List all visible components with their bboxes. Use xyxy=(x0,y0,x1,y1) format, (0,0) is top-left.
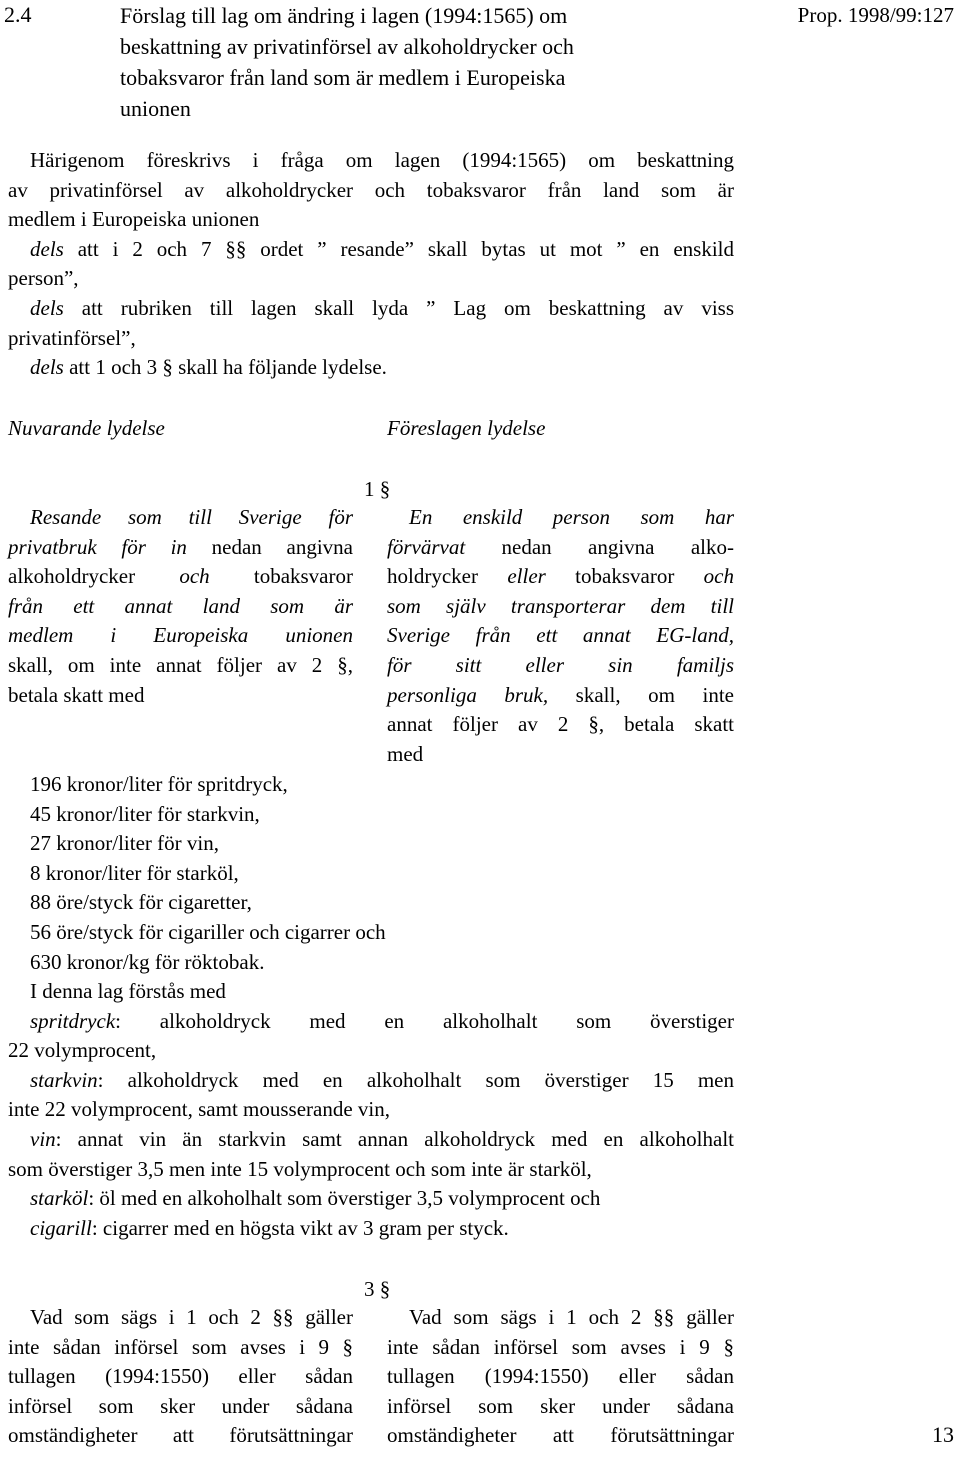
definition-term: vin xyxy=(30,1126,56,1151)
dels-word: dels xyxy=(30,236,64,261)
definition-cigarill xyxy=(8,1214,734,1244)
current-line: Vad som sägs i 1 och 2 §§ gäller xyxy=(30,1305,353,1329)
definition-term: starköl xyxy=(30,1186,89,1211)
intro-text xyxy=(8,146,734,383)
definitions-intro: I denna lag förstås med xyxy=(30,979,226,1003)
tax-rate-item: 45 kronor/liter för starkvin, xyxy=(30,801,260,826)
definitions xyxy=(8,977,734,1243)
current-line: från ett annat land som är xyxy=(8,593,353,618)
proposed-line: införsel som sker under sådana xyxy=(387,1393,734,1418)
section-3-current xyxy=(8,1303,353,1451)
tax-rate-item: 8 kronor/liter för starköl, xyxy=(30,860,239,885)
dels-clause-2 xyxy=(8,294,734,324)
proposed-em: personliga bruk, xyxy=(387,682,549,707)
tax-rate-item: 56 öre/styck för cigariller och cigarrer och xyxy=(30,919,386,944)
section-3-label: 3 § xyxy=(364,1277,391,1301)
proposed-text: skall, om inte xyxy=(548,682,734,707)
definition-term: spritdryck xyxy=(30,1008,116,1033)
definition-text: : cigarrer med en högsta vikt av 3 gram per styck. xyxy=(91,1215,509,1240)
current-line: inte sådan införsel som avses i 9 § xyxy=(8,1334,353,1359)
definition-cont: inte 22 volymprocent, samt mousserande vin, xyxy=(8,1097,391,1122)
current-em: och xyxy=(179,564,210,589)
intro-line: medlem i Europeiska unionen xyxy=(8,207,260,232)
section-1-current xyxy=(8,503,353,710)
proposed-text: nedan angivna alko- xyxy=(465,534,734,559)
definition-text: : öl med en alkoholhalt som överstiger 3,5 volymprocent och xyxy=(88,1186,601,1211)
dels-clause-3 xyxy=(8,353,734,383)
current-line: betala skatt med xyxy=(8,682,145,707)
prop-label: Prop. 1998/99:127 xyxy=(797,3,954,27)
section-3-proposed xyxy=(387,1303,734,1451)
definition-cont: som överstiger 3,5 men inte 15 volymprocent och som inte är starköl, xyxy=(8,1156,592,1181)
proposed-line: tullagen (1994:1550) eller sådan xyxy=(387,1364,734,1389)
proposed-text: tobaksvaror xyxy=(545,564,704,589)
definition-text: : alkoholdryck med en alkoholhalt som överstiger xyxy=(115,1008,734,1033)
definition-starkvin xyxy=(8,1066,734,1096)
current-line xyxy=(8,562,353,592)
section-title-line: tobaksvaror från land som är medlem i Europeiska xyxy=(120,65,566,90)
current-line: medlem i Europeiska unionen xyxy=(8,623,353,648)
current-line: tullagen (1994:1550) eller sådan xyxy=(8,1364,353,1389)
proposed-line: Sverige från ett annat EG-land, xyxy=(387,623,734,648)
proposed-text: holdrycker xyxy=(387,564,508,589)
current-text: alkoholdrycker xyxy=(8,564,180,589)
dels-text: att rubriken till lagen skall lyda ” Lag om beskattning av viss xyxy=(63,295,734,320)
dels-word: dels xyxy=(30,295,64,320)
intro-line: av privatinförsel av alkoholdrycker och tobaksvaror från land som är xyxy=(8,177,734,202)
tax-rate-item: 196 kronor/liter för spritdryck, xyxy=(30,772,288,796)
dels-text: att 1 och 3 § skall ha följande lydelse. xyxy=(63,355,387,380)
definition-starkol xyxy=(8,1184,734,1214)
proposed-em: och xyxy=(703,564,734,589)
proposed-line xyxy=(387,533,734,563)
proposed-wording-heading: Föreslagen lydelse xyxy=(387,416,546,440)
current-line: Resande som till Sverige för xyxy=(30,505,353,529)
proposed-line: för sitt eller sin familjs xyxy=(387,652,734,677)
current-text: tobaksvaror xyxy=(209,564,353,589)
proposed-line: med xyxy=(387,741,424,766)
intro-line: privatinförsel”, xyxy=(8,325,136,350)
current-line: skall, om inte annat följer av 2 §, xyxy=(8,652,353,677)
current-em: privatbruk för in xyxy=(8,534,187,559)
section-1-label: 1 § xyxy=(364,477,391,501)
definition-text: : annat vin än starkvin samt annan alkoholdryck med en alkoholhalt xyxy=(55,1126,734,1151)
section-title-line: Förslag till lag om ändring i lagen (1994:1565) om xyxy=(120,3,568,28)
page-number: 13 xyxy=(932,1422,954,1447)
proposed-line xyxy=(387,562,734,592)
proposed-em: förvärvat xyxy=(387,534,466,559)
proposed-em: eller xyxy=(507,564,546,589)
current-line: införsel som sker under sådana xyxy=(8,1393,353,1418)
tax-rate-item: 630 kronor/kg för röktobak. xyxy=(30,949,265,974)
dels-text: att i 2 och 7 §§ ordet ” resande” skall bytas ut mot ” en enskild xyxy=(63,236,734,261)
section-title xyxy=(120,0,700,124)
proposed-line: inte sådan införsel som avses i 9 § xyxy=(387,1334,734,1359)
proposed-line xyxy=(387,681,734,711)
definition-cont: 22 volymprocent, xyxy=(8,1038,157,1063)
tax-rate-item: 27 kronor/liter för vin, xyxy=(30,831,219,856)
proposed-line: som själv transporterar dem till xyxy=(387,593,734,618)
proposed-line: Vad som sägs i 1 och 2 §§ gäller xyxy=(409,1305,734,1329)
current-wording-heading: Nuvarande lydelse xyxy=(8,416,165,440)
tax-rate-item: 88 öre/styck för cigaretter, xyxy=(30,890,252,915)
section-number: 2.4 xyxy=(4,2,32,27)
dels-word: dels xyxy=(30,355,64,380)
current-line: omständigheter att förutsättningar xyxy=(8,1423,353,1448)
proposed-line: omständigheter att förutsättningar xyxy=(387,1423,734,1448)
section-title-line: beskattning av privatinförsel av alkoholdrycker och xyxy=(120,34,574,59)
definition-term: starkvin xyxy=(30,1067,98,1092)
section-title-line: unionen xyxy=(120,96,191,121)
proposed-line: annat följer av 2 §, betala skatt xyxy=(387,712,734,737)
section-1-proposed xyxy=(387,503,734,769)
current-line xyxy=(8,533,353,563)
definition-text: : alkoholdryck med en alkoholhalt som överstiger 15 men xyxy=(97,1067,734,1092)
tax-rates-list xyxy=(30,770,630,977)
definition-vin xyxy=(8,1125,734,1155)
definition-spritdryck xyxy=(8,1007,734,1037)
definition-term: cigarill xyxy=(30,1215,92,1240)
intro-line: person”, xyxy=(8,266,79,291)
proposed-line: En enskild person som har xyxy=(409,505,734,529)
intro-line: Härigenom föreskrivs i fråga om lagen (1994:1565) om beskattning xyxy=(30,148,734,172)
current-text: nedan angivna xyxy=(186,534,353,559)
dels-clause-1 xyxy=(8,235,734,265)
